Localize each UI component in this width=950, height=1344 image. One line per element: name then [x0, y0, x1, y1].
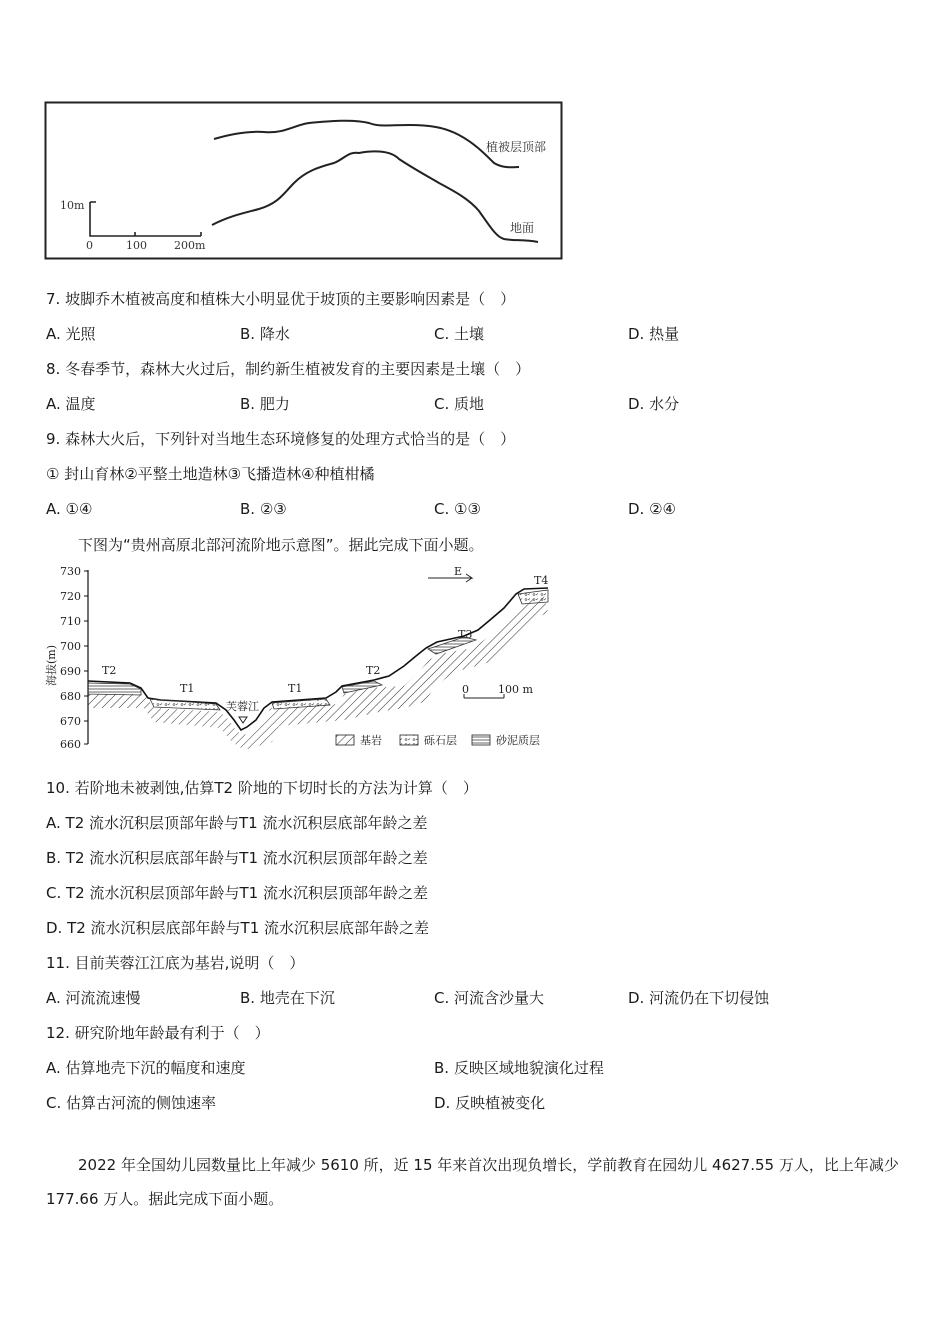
- q9-option-c[interactable]: C. ①③: [434, 500, 481, 518]
- legend-gravel-swatch: [400, 735, 418, 745]
- y-tick-label-670: 670: [60, 715, 81, 728]
- question-8: 8. 冬春季节，森林大火过后，制约新生植被发育的主要因素是土壤（ ）: [46, 360, 531, 378]
- q9-option-a[interactable]: A. ①④: [46, 500, 93, 518]
- y-tick-label-690: 690: [60, 665, 81, 678]
- terrace-label-t1-right: T1: [288, 682, 303, 695]
- q8-option-b[interactable]: B. 肥力: [240, 395, 290, 413]
- figure2-intro: 下图为“贵州高原北部河流阶地示意图”。据此完成下面小题。: [78, 536, 484, 554]
- question-10: 10. 若阶地未被剥蚀,估算T2 阶地的下切时长的方法为计算（ ）: [46, 779, 478, 797]
- scale-tick-100: 100: [126, 239, 147, 252]
- q7-option-a[interactable]: A. 光照: [46, 325, 96, 343]
- bedrock-band: [88, 596, 548, 750]
- legend-bedrock-label: 基岩: [360, 734, 382, 747]
- q10-option-c[interactable]: C. T2 流水沉积层顶部年龄与T1 流水沉积层顶部年龄之差: [46, 884, 428, 902]
- q12-option-c[interactable]: C. 估算古河流的侧蚀速率: [46, 1094, 217, 1112]
- q10-option-d[interactable]: D. T2 流水沉积层底部年龄与T1 流水沉积层底部年龄之差: [46, 919, 430, 937]
- scale-tick-0: 0: [86, 239, 93, 252]
- vertical-scale-label: 10m: [60, 199, 85, 212]
- water-level-marker: [239, 717, 247, 723]
- q12-option-a[interactable]: A. 估算地壳下沉的幅度和速度: [46, 1059, 246, 1077]
- q7-option-c[interactable]: C. 土壤: [434, 325, 485, 343]
- direction-label: E: [454, 565, 463, 578]
- vegetation-profile-svg: [44, 101, 564, 261]
- river-terrace-svg: [44, 562, 554, 756]
- legend-gravel-label: 砾石层: [424, 734, 457, 747]
- q12-option-d[interactable]: D. 反映植被变化: [434, 1094, 546, 1112]
- q11-option-c[interactable]: C. 河流含沙量大: [434, 989, 545, 1007]
- q10-option-b[interactable]: B. T2 流水沉积层底部年龄与T1 流水沉积层顶部年龄之差: [46, 849, 428, 867]
- distance-scale-tick-100: 100 m: [498, 683, 533, 696]
- river-label: 芙蓉江: [226, 700, 259, 713]
- y-tick-label-700: 700: [60, 640, 81, 653]
- distance-scale-tick-0: 0: [462, 683, 469, 696]
- legend-sand-mud-label: 砂泥质层: [496, 734, 540, 747]
- y-tick-label-680: 680: [60, 690, 81, 703]
- q9-option-b[interactable]: B. ②③: [240, 500, 287, 518]
- terrace-label-t3: T3: [458, 628, 473, 641]
- terrace-label-t4: T4: [534, 574, 549, 587]
- y-axis-label: 海拔(m): [45, 644, 58, 686]
- vegetation-profile-figure: [44, 101, 564, 261]
- q9-option-d[interactable]: D. ②④: [628, 500, 676, 518]
- q8-option-a[interactable]: A. 温度: [46, 395, 96, 413]
- y-tick-label-720: 720: [60, 590, 81, 603]
- q11-option-a[interactable]: A. 河流流速慢: [46, 989, 141, 1007]
- y-tick-label-710: 710: [60, 615, 81, 628]
- q10-option-a[interactable]: A. T2 流水沉积层顶部年龄与T1 流水沉积层底部年龄之差: [46, 814, 428, 832]
- q12-option-b[interactable]: B. 反映区域地貌演化过程: [434, 1059, 604, 1077]
- q11-option-b[interactable]: B. 地壳在下沉: [240, 989, 335, 1007]
- terrace-label-t2-right: T2: [366, 664, 381, 677]
- legend-bedrock-swatch: [336, 735, 354, 745]
- q8-option-d[interactable]: D. 水分: [628, 395, 680, 413]
- legend-sand-mud-swatch: [472, 735, 490, 745]
- canopy-label: 植被层顶部: [486, 140, 547, 154]
- question-11: 11. 目前芙蓉江江底为基岩,说明（ ）: [46, 954, 305, 972]
- river-terrace-figure: [44, 562, 554, 756]
- q9-items: ① 封山育林②平整土地造林③飞播造林④种植柑橘: [46, 465, 375, 483]
- terrace-label-t1-left: T1: [180, 682, 195, 695]
- terrace-label-t2-left: T2: [102, 664, 117, 677]
- q8-option-c[interactable]: C. 质地: [434, 395, 485, 413]
- question-7: 7. 坡脚乔木植被高度和植株大小明显优于坡顶的主要影响因素是（ ）: [46, 290, 516, 308]
- y-tick-label-660: 660: [60, 738, 81, 751]
- figure-frame: [46, 103, 562, 259]
- question-9: 9. 森林大火后，下列针对当地生态环境修复的处理方式恰当的是（ ）: [46, 430, 516, 448]
- t4-sediment: [518, 590, 548, 604]
- q7-option-b[interactable]: B. 降水: [240, 325, 290, 343]
- scale-tick-200: 200m: [174, 239, 206, 252]
- question-12: 12. 研究阶地年龄最有利于（ ）: [46, 1024, 270, 1042]
- kindergarten-intro: 2022 年全国幼儿园数量比上年减少 5610 所，近 15 年来首次出现负增长，学前教育在园幼儿 4627.55 万人，比上年减少 177.66 万人。据此完成下面小题。: [46, 1156, 899, 1208]
- q11-option-d[interactable]: D. 河流仍在下切侵蚀: [628, 989, 770, 1007]
- y-tick-label-730: 730: [60, 565, 81, 578]
- q7-option-d[interactable]: D. 热量: [628, 325, 680, 343]
- east-arrow: [428, 574, 472, 582]
- ground-label: 地面: [510, 221, 535, 235]
